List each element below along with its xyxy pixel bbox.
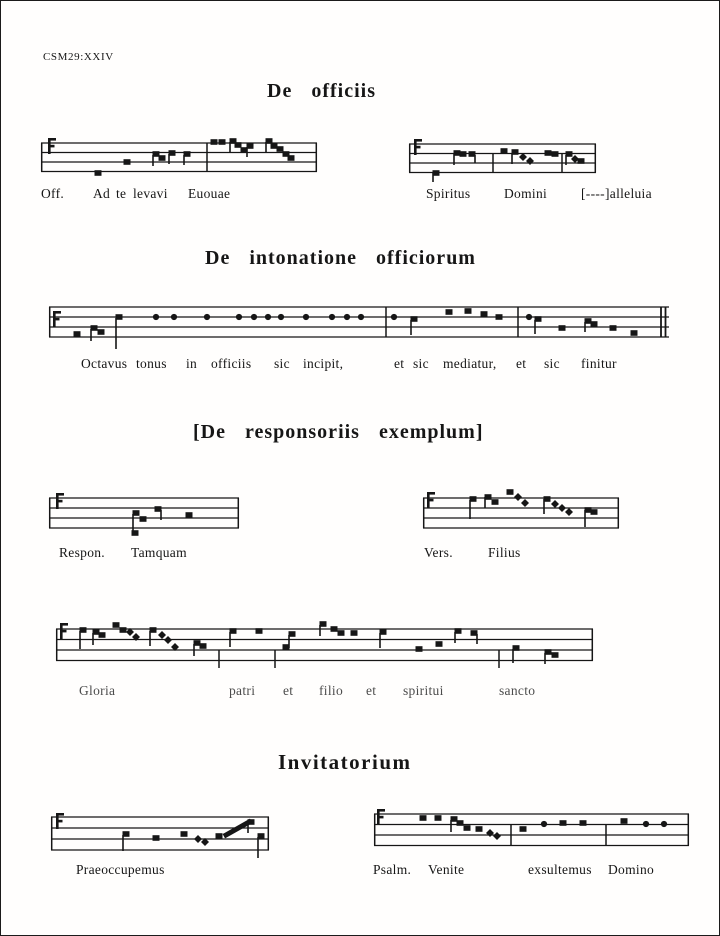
section-heading-invitatorium: Invitatorium — [278, 750, 412, 774]
lyric-word: in — [186, 356, 198, 371]
c-clef-icon — [48, 138, 56, 154]
lyric-word: et — [366, 683, 377, 698]
lyric-word: Tamquam — [131, 545, 187, 560]
lyric-word: tonus — [136, 356, 167, 371]
lyric-word: Euouae — [188, 186, 231, 201]
lyric-word: sic — [544, 356, 560, 371]
lyric-word: Off. — [41, 186, 65, 201]
lyric-word: mediatur, — [443, 356, 497, 371]
chant-staff-offertory-ad-te-levavi — [41, 137, 317, 185]
c-clef-icon — [427, 492, 435, 508]
c-clef-icon — [60, 623, 68, 639]
lyric-word: et — [394, 356, 405, 371]
lyric-word: et — [283, 683, 294, 698]
lyric-word: incipit, — [303, 356, 344, 371]
lyric-word: exsultemus — [528, 862, 592, 877]
lyric-word: Venite — [428, 862, 465, 877]
lyric-word: spiritui — [403, 683, 444, 698]
lyric-word: Domino — [608, 862, 655, 877]
page-reference-label: CSM29:XXIV — [43, 51, 114, 63]
section-heading-de-intonatione: De intonatione officiorum — [205, 247, 476, 269]
lyric-word: Ad — [93, 186, 111, 201]
chant-staff-psalm-venite — [374, 808, 689, 860]
chant-staff-vers-filius — [423, 488, 619, 540]
chant-staff-gloria-patri — [56, 620, 593, 672]
lyric-word: et — [516, 356, 527, 371]
c-clef-icon — [414, 139, 422, 155]
lyric-word: finitur — [581, 356, 617, 371]
lyric-word: Praeoccupemus — [76, 862, 165, 877]
lyric-word: Filius — [488, 545, 521, 560]
lyric-word: Vers. — [424, 545, 453, 560]
lyric-word: sic — [413, 356, 429, 371]
lyric-word: levavi — [133, 186, 168, 201]
c-clef-icon — [377, 809, 385, 825]
section-heading-de-officiis: De officiis — [267, 80, 376, 102]
lyric-word: Psalm. — [373, 862, 412, 877]
lyric-word: patri — [229, 683, 256, 698]
section-heading-de-responsoriis: [De responsoriis exemplum] — [193, 421, 484, 443]
lyric-word: Octavus — [81, 356, 128, 371]
c-clef-icon — [53, 311, 61, 327]
lyric-word: sancto — [499, 683, 536, 698]
chant-staff-octavus-tonus — [49, 300, 669, 350]
chant-staff-spiritus-domini — [409, 138, 596, 186]
lyric-word: Respon. — [59, 545, 105, 560]
c-clef-icon — [56, 813, 64, 829]
chant-staff-respon-tamquam — [49, 490, 239, 540]
lyric-word: Domini — [504, 186, 548, 201]
lyric-word: filio — [319, 683, 343, 698]
lyric-word: officiis — [211, 356, 252, 371]
chant-staff-praeoccupemus — [51, 810, 269, 862]
lyric-word: Gloria — [79, 683, 116, 698]
lyric-word: te — [116, 186, 127, 201]
lyric-word: sic — [274, 356, 290, 371]
lyric-word: Spiritus — [426, 186, 471, 201]
lyric-word: [----]alleluia — [581, 186, 652, 201]
c-clef-icon — [56, 493, 64, 509]
